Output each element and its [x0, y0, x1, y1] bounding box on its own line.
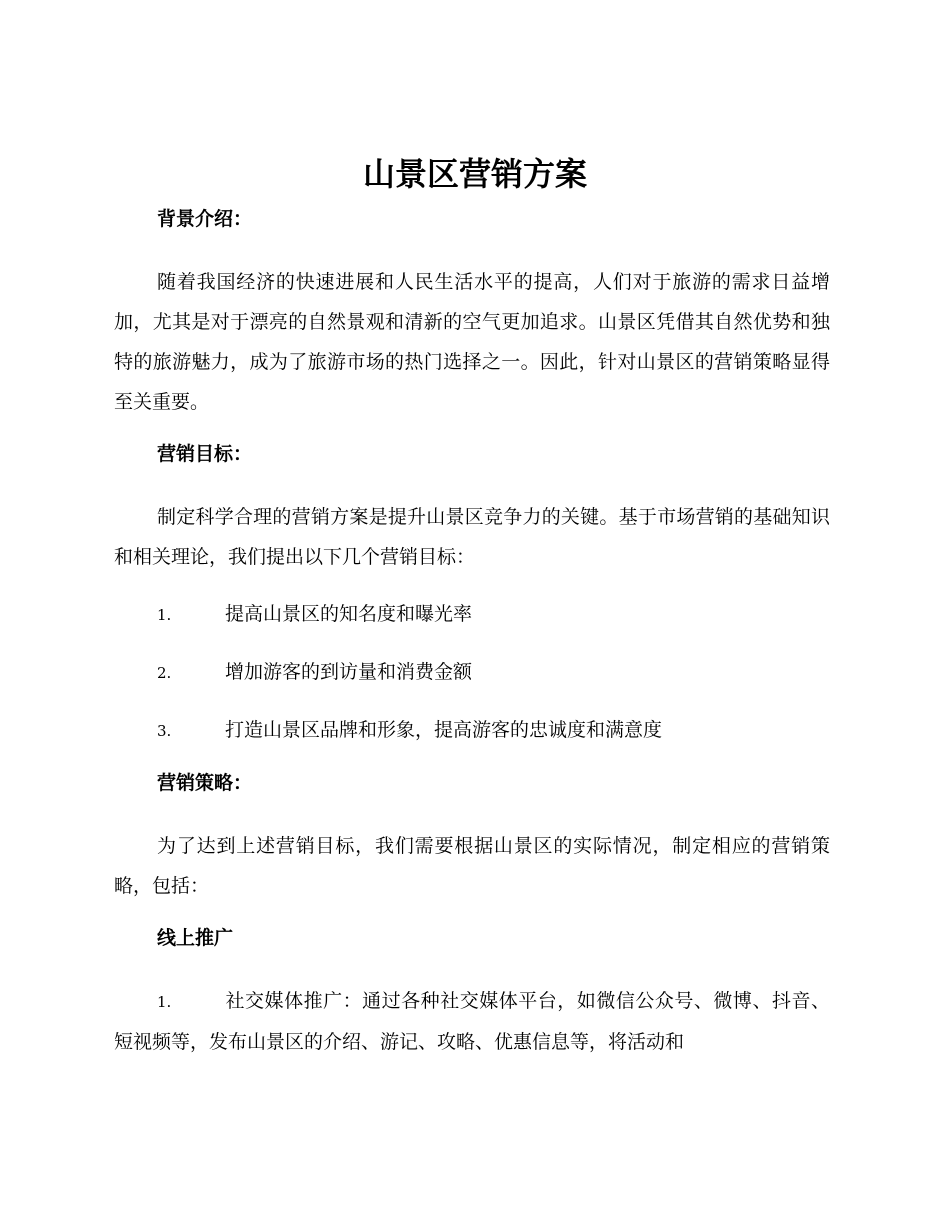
goals-paragraph: 制定科学合理的营销方案是提升山景区竞争力的关键。基于市场营销的基础知识和相关理论，我们提出以下几个营销目标：: [114, 506, 830, 568]
section-heading-strategy: 营销策略：: [157, 772, 253, 794]
list-item-text: 增加游客的到访量和消费金额: [225, 661, 473, 683]
list-item-text: 提高山景区的知名度和曝光率: [225, 603, 473, 625]
goal-list-item: [114, 652, 830, 693]
goal-list-item: [114, 710, 830, 751]
online-list-item: [114, 981, 830, 1062]
list-number: 1.: [157, 993, 172, 1011]
section-heading-background: 背景介绍：: [157, 208, 253, 230]
section-heading-online: 线上推广: [157, 927, 234, 949]
list-number: 1.: [157, 606, 172, 624]
list-number: 2.: [157, 664, 172, 682]
list-item-text: 打造山景区品牌和形象，提高游客的忠诚度和满意度: [225, 719, 663, 741]
goal-list-item: [114, 594, 830, 635]
background-paragraph: 随着我国经济的快速进展和人民生活水平的提高，人们对于旅游的需求日益增加，尤其是对于漂亮的自然景观和清新的空气更加追求。山景区凭借其自然优势和独特的旅游魅力，成为了旅游市场的热门选择之一。因此，针对山景区的营销策略显得至关重要。: [114, 271, 830, 413]
section-heading-goals: 营销目标：: [157, 443, 253, 465]
strategy-paragraph: 为了达到上述营销目标，我们需要根据山景区的实际情况，制定相应的营销策略，包括：: [114, 835, 830, 897]
list-number: 3.: [157, 722, 172, 740]
list-item-text: 社交媒体推广：通过各种社交媒体平台，如微信公众号、微博、抖音、短视频等，发布山景区的介绍、游记、攻略、优惠信息等，将活动和: [114, 990, 830, 1053]
page-title: 山景区营销方案: [362, 155, 587, 193]
